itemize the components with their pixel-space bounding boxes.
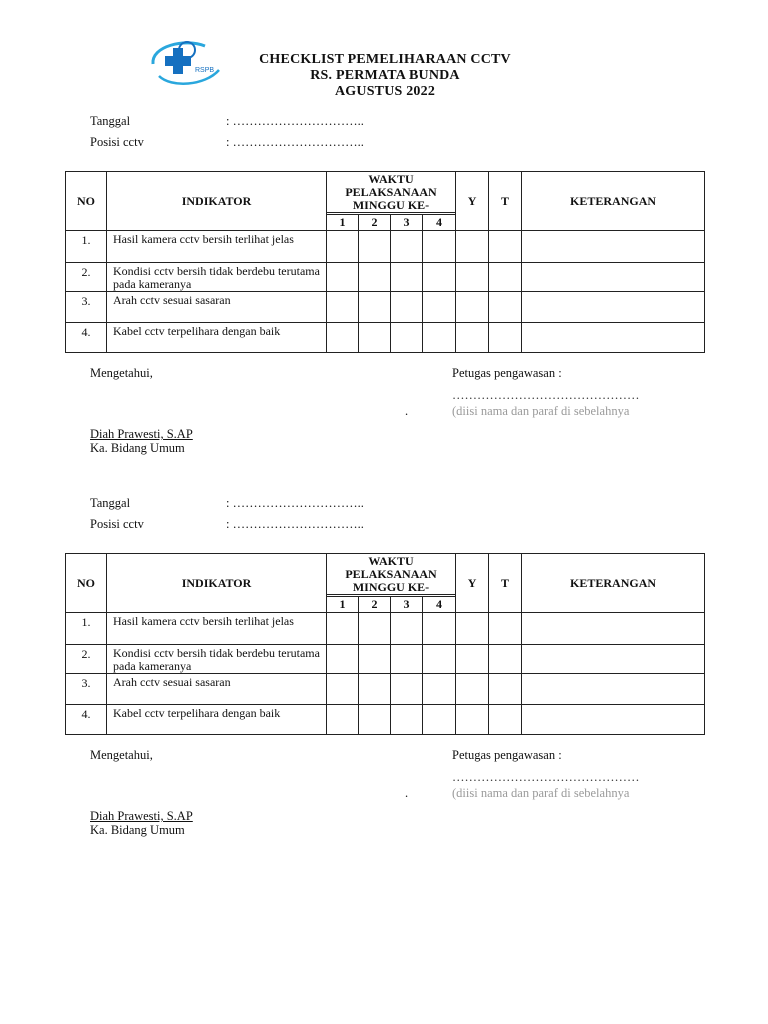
row-indikator: Kondisi cctv bersih tidak berdebu terutama pada kameranya — [107, 645, 327, 674]
y-cell[interactable] — [456, 705, 489, 735]
week-cell[interactable] — [359, 674, 391, 705]
checklist-form — [0, 108, 768, 458]
y-cell[interactable] — [456, 613, 489, 645]
table-row — [66, 613, 705, 645]
row-no: 4. — [66, 705, 107, 735]
week-cell[interactable] — [423, 263, 456, 292]
row-indikator: Kabel cctv terpelihara dengan baik — [107, 323, 327, 353]
header-week: 3 — [391, 597, 423, 613]
posisi-field[interactable] — [90, 517, 364, 532]
tanggal-value: : ………………………….. — [226, 496, 364, 510]
keterangan-cell[interactable] — [522, 323, 705, 353]
week-cell[interactable] — [327, 645, 359, 674]
week-cell[interactable] — [327, 263, 359, 292]
week-cell[interactable] — [391, 323, 423, 353]
table-row — [66, 674, 705, 705]
petugas-dot: . — [405, 404, 409, 418]
week-cell[interactable] — [391, 705, 423, 735]
petugas-hint: (diisi nama dan paraf di sebelahnya — [452, 404, 630, 418]
week-cell[interactable] — [423, 292, 456, 323]
petugas-hint: (diisi nama dan paraf di sebelahnya — [452, 786, 630, 800]
mengetahui-label: Mengetahui, — [90, 748, 153, 762]
svg-text:RSPB: RSPB — [195, 67, 215, 74]
row-no: 2. — [66, 263, 107, 292]
header-week: 4 — [423, 215, 456, 231]
posisi-label: Posisi cctv — [90, 517, 144, 531]
week-cell[interactable] — [423, 674, 456, 705]
row-indikator: Arah cctv sesuai sasaran — [107, 674, 327, 705]
week-cell[interactable] — [327, 231, 359, 263]
row-indikator: Kabel cctv terpelihara dengan baik — [107, 705, 327, 735]
petugas-dot: . — [405, 786, 409, 800]
header-week: 1 — [327, 215, 359, 231]
tanggal-field[interactable] — [90, 114, 364, 129]
header-t: T — [489, 172, 522, 231]
petugas-signature-line[interactable]: ……………………………………… — [452, 770, 640, 784]
keterangan-cell[interactable] — [522, 613, 705, 645]
header-minggu: MINGGU KE- — [327, 581, 455, 595]
signer-role: Ka. Bidang Umum — [90, 823, 185, 837]
table-row — [66, 263, 705, 292]
week-cell[interactable] — [359, 613, 391, 645]
header-indikator: INDIKATOR — [107, 554, 327, 613]
table-row — [66, 323, 705, 353]
row-indikator: Hasil kamera cctv bersih terlihat jelas — [107, 231, 327, 263]
header-waktu — [327, 554, 456, 597]
header-no: NO — [66, 172, 107, 231]
week-cell[interactable] — [359, 292, 391, 323]
row-indikator: Kondisi cctv bersih tidak berdebu terutama pada kameranya — [107, 263, 327, 292]
header-t: T — [489, 554, 522, 613]
t-cell[interactable] — [489, 645, 522, 674]
row-indikator: Arah cctv sesuai sasaran — [107, 292, 327, 323]
title-line: RS. PERMATA BUNDA — [310, 68, 460, 83]
petugas-signature-line[interactable]: ……………………………………… — [452, 388, 640, 402]
row-no: 4. — [66, 323, 107, 353]
row-indikator: Hasil kamera cctv bersih terlihat jelas — [107, 613, 327, 645]
header-waktu-line: PELAKSANAAN — [345, 567, 437, 581]
t-cell[interactable] — [489, 263, 522, 292]
week-cell[interactable] — [327, 292, 359, 323]
header-week: 3 — [391, 215, 423, 231]
row-no: 2. — [66, 645, 107, 674]
keterangan-cell[interactable] — [522, 645, 705, 674]
keterangan-cell[interactable] — [522, 674, 705, 705]
title-line: AGUSTUS 2022 — [334, 84, 436, 99]
tanggal-label: Tanggal — [90, 496, 131, 510]
checklist-form — [0, 490, 768, 840]
y-cell[interactable] — [456, 323, 489, 353]
tanggal-label: Tanggal — [90, 114, 131, 128]
week-cell[interactable] — [391, 613, 423, 645]
checklist-table — [65, 553, 705, 735]
y-cell[interactable] — [456, 231, 489, 263]
t-cell[interactable] — [489, 705, 522, 735]
week-cell[interactable] — [359, 645, 391, 674]
week-cell[interactable] — [359, 231, 391, 263]
keterangan-cell[interactable] — [522, 263, 705, 292]
header-y: Y — [456, 172, 489, 231]
title-line: CHECKLIST PEMELIHARAAN CCTV — [259, 52, 511, 67]
header-week: 2 — [359, 215, 391, 231]
row-no: 1. — [66, 231, 107, 263]
row-no: 3. — [66, 292, 107, 323]
row-no: 3. — [66, 674, 107, 705]
week-cell[interactable] — [391, 674, 423, 705]
t-cell[interactable] — [489, 674, 522, 705]
week-cell[interactable] — [391, 231, 423, 263]
header-no: NO — [66, 554, 107, 613]
t-cell[interactable] — [489, 292, 522, 323]
week-cell[interactable] — [391, 263, 423, 292]
week-cell[interactable] — [423, 613, 456, 645]
y-cell[interactable] — [456, 263, 489, 292]
header-keterangan: KETERANGAN — [522, 554, 705, 613]
header-waktu-line: PELAKSANAAN — [345, 185, 437, 199]
signer-role: Ka. Bidang Umum — [90, 441, 185, 455]
posisi-label: Posisi cctv — [90, 135, 144, 149]
header-week: 1 — [327, 597, 359, 613]
tanggal-field[interactable] — [90, 496, 364, 511]
header-indikator: INDIKATOR — [107, 172, 327, 231]
posisi-value: : ………………………….. — [226, 517, 364, 531]
week-cell[interactable] — [359, 323, 391, 353]
week-cell[interactable] — [423, 705, 456, 735]
signer-name: Diah Prawesti, S.AP — [90, 809, 193, 823]
week-cell[interactable] — [359, 705, 391, 735]
week-cell[interactable] — [327, 613, 359, 645]
header-week: 2 — [359, 597, 391, 613]
tanggal-value: : ………………………….. — [226, 114, 364, 128]
checklist-table — [65, 171, 705, 353]
week-cell[interactable] — [327, 705, 359, 735]
y-cell[interactable] — [456, 645, 489, 674]
petugas-label: Petugas pengawasan : — [452, 748, 562, 762]
header-keterangan: KETERANGAN — [522, 172, 705, 231]
mengetahui-label: Mengetahui, — [90, 366, 153, 380]
petugas-label: Petugas pengawasan : — [452, 366, 562, 380]
y-cell[interactable] — [456, 292, 489, 323]
week-cell[interactable] — [391, 292, 423, 323]
week-cell[interactable] — [359, 263, 391, 292]
week-cell[interactable] — [327, 323, 359, 353]
y-cell[interactable] — [456, 674, 489, 705]
header-y: Y — [456, 554, 489, 613]
t-cell[interactable] — [489, 323, 522, 353]
table-row — [66, 705, 705, 735]
table-row — [66, 231, 705, 263]
week-cell[interactable] — [423, 323, 456, 353]
header-week: 4 — [423, 597, 456, 613]
t-cell[interactable] — [489, 231, 522, 263]
week-cell[interactable] — [423, 645, 456, 674]
week-cell[interactable] — [391, 645, 423, 674]
header-waktu-line: WAKTU — [368, 554, 414, 568]
keterangan-cell[interactable] — [522, 705, 705, 735]
posisi-field[interactable] — [90, 135, 364, 150]
header-waktu — [327, 172, 456, 215]
table-row — [66, 645, 705, 674]
week-cell[interactable] — [327, 674, 359, 705]
document-header — [0, 0, 768, 110]
table-row — [66, 292, 705, 323]
keterangan-cell[interactable] — [522, 292, 705, 323]
document-title — [230, 52, 540, 100]
header-waktu-line: WAKTU — [368, 172, 414, 186]
row-no: 1. — [66, 613, 107, 645]
t-cell[interactable] — [489, 613, 522, 645]
week-cell[interactable] — [423, 231, 456, 263]
hospital-logo — [145, 36, 225, 88]
posisi-value: : ………………………….. — [226, 135, 364, 149]
header-minggu: MINGGU KE- — [327, 199, 455, 213]
keterangan-cell[interactable] — [522, 231, 705, 263]
signer-name: Diah Prawesti, S.AP — [90, 427, 193, 441]
